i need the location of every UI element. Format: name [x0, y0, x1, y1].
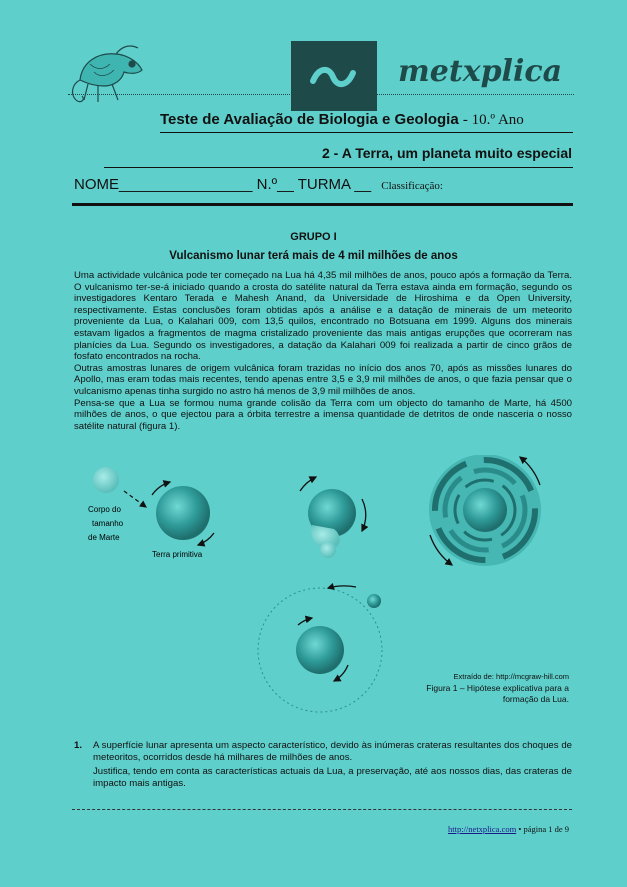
wave-icon: [291, 41, 377, 111]
primitive-earth: [156, 486, 210, 540]
article-title: Vulcanismo lunar terá mais de 4 mil milhões de anos: [169, 250, 458, 262]
figure-credit: Extraído de: http://mcgraw-hill.com: [453, 672, 569, 681]
page-footer: [448, 824, 569, 834]
chameleon-logo: [68, 40, 150, 110]
figure-caption: [426, 683, 569, 705]
moon-orbit-stage: [258, 586, 382, 712]
name-number-class-fields: NOME________________ N.º__ TURMA __: [74, 176, 372, 193]
page-title: [160, 111, 524, 129]
question-text: A superfície lunar apresenta um aspecto característico, devido às inúmeras crateras resultantes dos choques de meteoritos, ocorridos desde há milhares de milhões de anos.: [93, 740, 572, 763]
student-form-line: [74, 176, 443, 193]
impactor-label-1: Corpo do: [88, 505, 121, 514]
earth-label: Terra primitiva: [152, 550, 203, 559]
footer-link[interactable]: http://netxplica.com: [447, 824, 517, 834]
logo-wordmark: metxplica: [398, 54, 563, 89]
collision-stage: [300, 477, 366, 558]
caption-line-2: formação da Lua.: [502, 694, 569, 704]
impactor-label-3: de Marte: [88, 533, 120, 542]
impactor-body: [93, 467, 119, 493]
article-body: [74, 270, 572, 432]
article-paragraph-1: Uma actividade vulcânica pode ter começado na Lua há 4,35 mil milhões de anos, pouco após a formação da Terra. O vulcanismo ter-se-á iniciado quando a crosta do satélite natural da Terra estava ainda em formação, segundo os investigadores Kentaro Terada e Mahesh Anand, da Universidade de Hiroshima e da Open University, respectivamente. Estas conclusões foram obtidas após a análise e a datação de minerais de um meteorito proveniente da Lua, o Kalahari 009, com 13,5 quilos, encontrado no Botsuana em 1999. Alguns dos minerais estavam ligados a fragmentos de magma cristalizado proveniente das mais antigas erupções que ocorreram nas planícies da Lua. Segundo os investigadores, a datação da Kalahari 009 foi realizada a partir de cinco grãos de fosfato encontrados na rocha.: [74, 270, 572, 363]
caption-line-1: Figura 1 – Hipótese explicativa para a: [426, 683, 569, 693]
debris-disk-stage: [429, 455, 541, 566]
header-thick-rule: [72, 203, 573, 206]
title-rule: [160, 132, 573, 133]
article-paragraph-3: Pensa-se que a Lua se formou numa grande colisão da Terra com um objecto do tamanho de Marte, há 4500 milhões de anos, o que ejectou para a órbita terrestre a imensa quantidade de detritos de onde nasceria o nosso satélite natural (figura 1).: [74, 397, 572, 432]
logo-mark: [291, 41, 377, 111]
classification-label: Classificação:: [381, 180, 443, 192]
article-paragraph-2: Outras amostras lunares de origem vulcânica foram trazidas no início dos anos 70, após as missões lunares do Apollo, mas eram todas mais recentes, tendo apenas entre 3,5 e 3,9 mil milhões de anos, o que fazia pensar que o vulcanismo apenas tinha surgido no astro há menos de 3,9 mil milhões de anos.: [74, 362, 572, 397]
impactor-label-2: tamanho: [92, 519, 124, 528]
page-subtitle: 2 - A Terra, um planeta muito especial: [322, 145, 572, 161]
footer-rule: [72, 809, 572, 810]
title-text: Teste de Avaliação de Biologia e Geologia: [160, 111, 459, 128]
question-instruction: Justifica, tendo em conta as características actuais da Lua, a preservação, até aos nossos dias, das crateras de impacto mais antigas.: [93, 766, 572, 789]
question-number: 1.: [74, 740, 83, 751]
page-number: • página 1 de 9: [518, 824, 569, 834]
title-year: - 10.º Ano: [462, 112, 524, 128]
group-heading: GRUPO I: [290, 231, 337, 243]
subtitle-rule: [104, 167, 573, 168]
question-body: [93, 740, 572, 792]
header-dotted-rule: [68, 94, 574, 95]
